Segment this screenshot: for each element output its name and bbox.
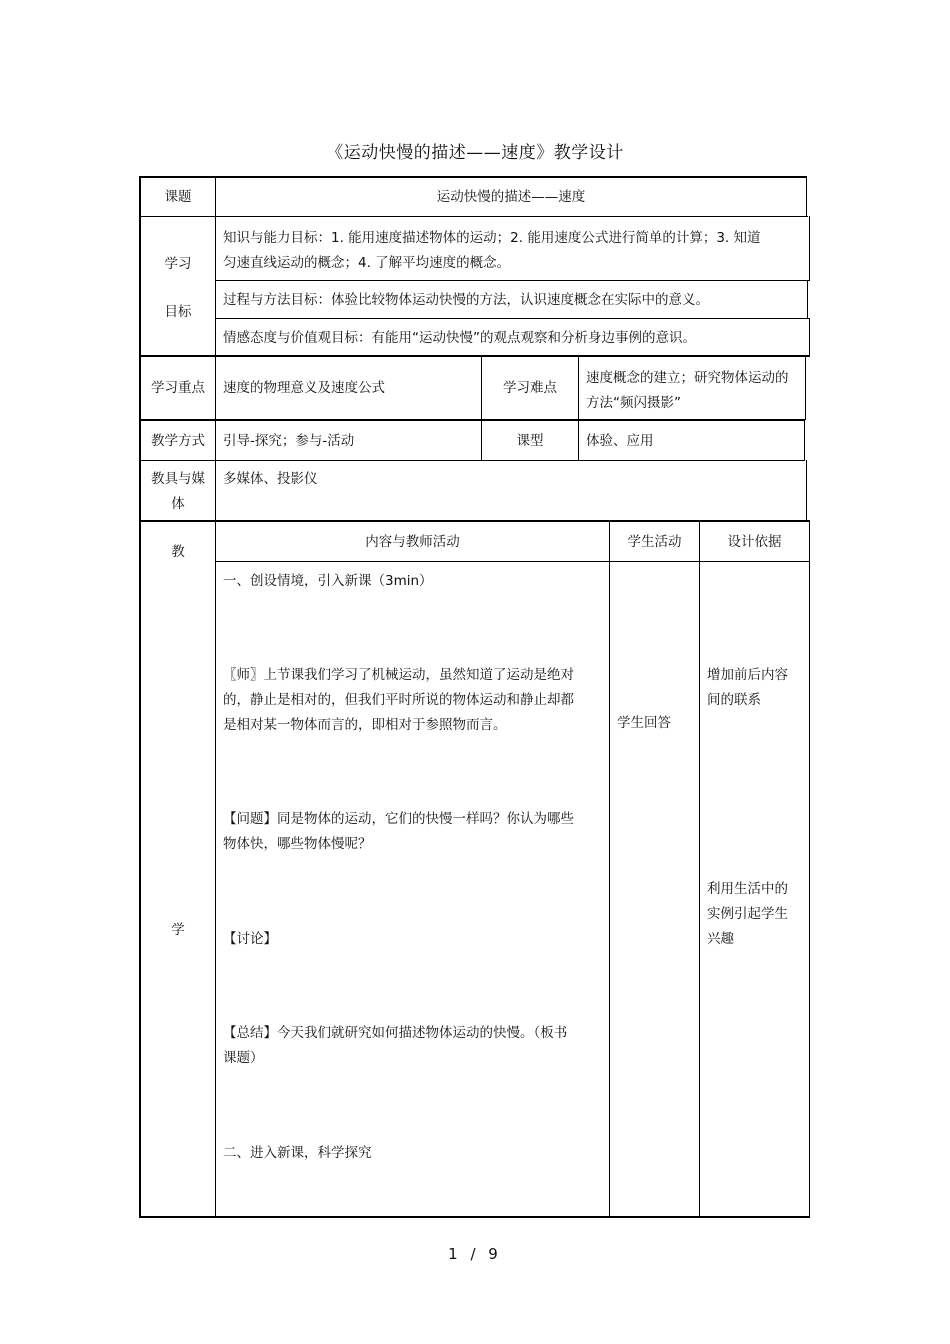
difficulty-label: 学习难点 xyxy=(503,380,557,396)
media-label-line-1: 教具与媒 xyxy=(151,471,205,487)
content-new-lesson-heading: 二、进入新课，科学探究 xyxy=(223,1145,372,1161)
content-summary-line-2: 课题） xyxy=(223,1050,264,1066)
basis-line-3: 利用生活中的 xyxy=(707,881,788,897)
basis-line-2: 间的联系 xyxy=(707,692,761,708)
content-teacher-line-3: 是相对某一物体而言的，即相对于参照物而言。 xyxy=(223,717,507,733)
goals-label-2: 目标 xyxy=(164,304,192,320)
page-number: 1 / 9 xyxy=(448,1245,502,1263)
goals-label-1: 学习 xyxy=(164,256,192,272)
goal-knowledge-line-2: 匀速直线运动的概念；4. 了解平均速度的概念。 xyxy=(223,255,511,271)
goal-process: 过程与方法目标：体验比较物体运动快慢的方法，认识速度概念在实际中的意义。 xyxy=(223,292,709,308)
type-label: 课型 xyxy=(516,432,544,449)
content-intro-heading: 一、创设情境，引入新课（3min） xyxy=(223,573,433,589)
process-label-1: 教 xyxy=(171,544,185,560)
content-question-line-1: 【问题】同是物体的运动，它们的快慢一样吗？你认为哪些 xyxy=(223,811,574,827)
difficulty-value-line-2: 方法“频闪摄影” xyxy=(586,395,681,411)
basis-line-1: 增加前后内容 xyxy=(707,667,788,683)
content-teacher-line-2: 的，静止是相对的，但我们平时所说的物体运动和静止却都 xyxy=(223,692,574,708)
basis-line-4: 实例引起学生 xyxy=(707,906,788,922)
content-question-line-2: 物体快，哪些物体慢呢？ xyxy=(223,836,372,852)
media-value: 多媒体、投影仪 xyxy=(223,471,318,487)
topic-value: 运动快慢的描述——速度 xyxy=(436,188,586,205)
goal-emotion: 情感态度与价值观目标：有能用“运动快慢”的观点观察和分析身边事例的意识。 xyxy=(223,330,696,346)
method-value: 引导-探究；参与-活动 xyxy=(223,432,355,449)
goal-knowledge-line-1: 知识与能力目标：1. 能用速度描述物体的运动；2. 能用速度公式进行简单的计算；3. 知道 xyxy=(223,230,761,246)
type-value: 体验、应用 xyxy=(586,432,654,449)
content-discussion: 【讨论】 xyxy=(223,931,277,947)
topic-label: 课题 xyxy=(164,188,192,205)
method-label: 教学方式 xyxy=(151,432,205,449)
column-header-basis: 设计依据 xyxy=(727,533,782,550)
basis-line-5: 兴趣 xyxy=(707,931,734,947)
column-header-student: 学生活动 xyxy=(627,533,682,550)
content-teacher-line-1: 〖师〗上节课我们学习了机械运动，虽然知道了运动是绝对 xyxy=(223,667,574,683)
student-activity-answer: 学生回答 xyxy=(617,715,671,731)
column-header-content: 内容与教师活动 xyxy=(365,533,460,550)
difficulty-value-line-1: 速度概念的建立；研究物体运动的 xyxy=(586,370,789,386)
key-value: 速度的物理意义及速度公式 xyxy=(223,380,385,396)
process-label-2: 学 xyxy=(171,922,185,938)
key-label: 学习重点 xyxy=(151,380,205,396)
content-summary-line-1: 【总结】今天我们就研究如何描述物体运动的快慢。（板书 xyxy=(223,1025,568,1041)
media-label-line-2: 体 xyxy=(171,496,185,512)
page-title: 《运动快慢的描述——速度》教学设计 xyxy=(326,143,624,163)
